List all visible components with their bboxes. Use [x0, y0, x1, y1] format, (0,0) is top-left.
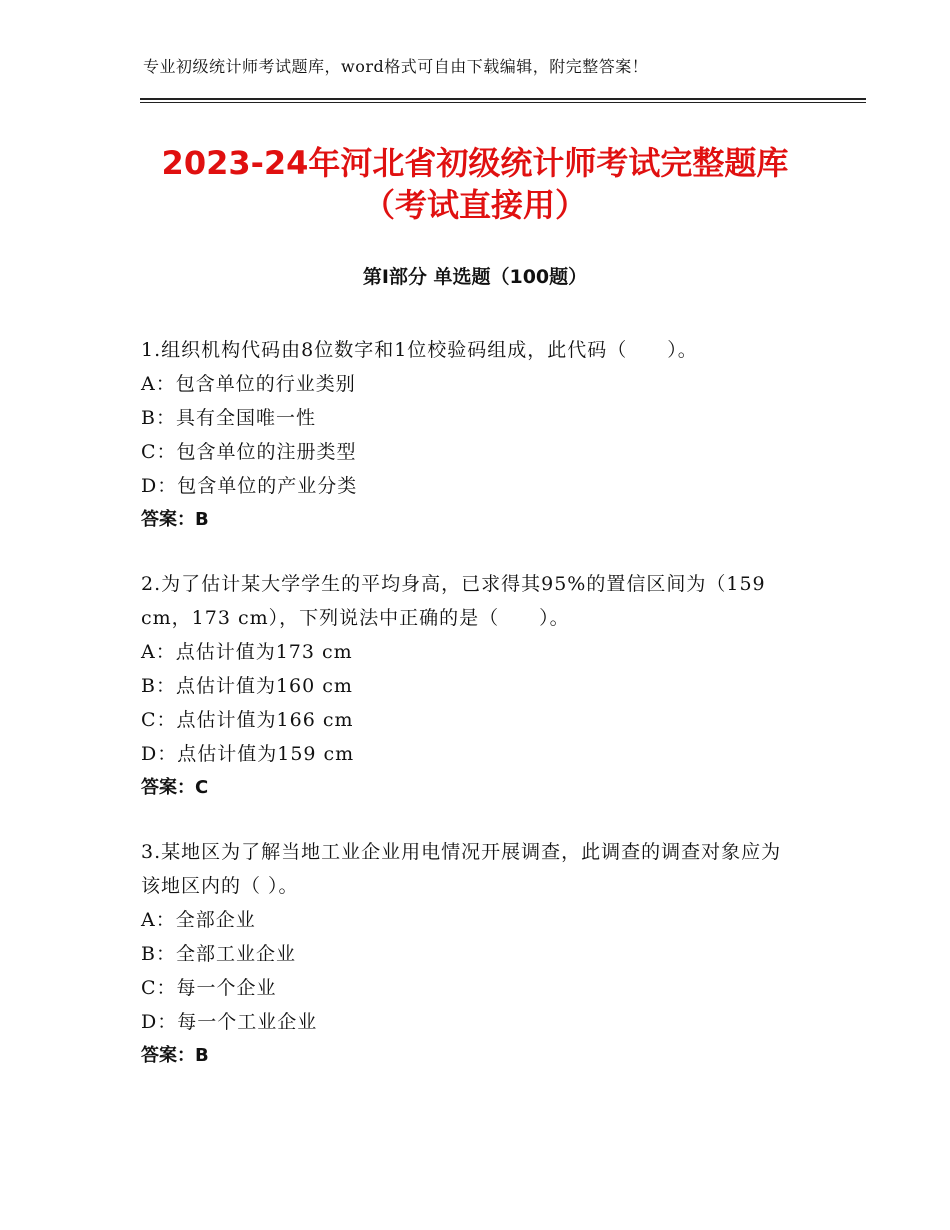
page-header: 专业初级统计师考试题库，word格式可自由下载编辑，附完整答案！ — [143, 57, 649, 76]
question-stem: 3.某地区为了解当地工业企业用电情况开展调查，此调查的调查对象应为该地区内的（ ）。 — [141, 841, 782, 897]
option-a: A：全部企业 — [141, 909, 256, 931]
answer-line: 答案：C — [141, 777, 209, 798]
question-2 — [141, 567, 811, 805]
question-stem: 2.为了估计某大学学生的平均身高，已求得其95%的置信区间为（159 cm，173 cm），下列说法中正确的是（ ）。 — [141, 573, 766, 629]
question-stem: 1.组织机构代码由8位数字和1位校验码组成，此代码（ ）。 — [141, 339, 698, 361]
answer-line: 答案：B — [141, 1045, 209, 1066]
option-c: C：每一个企业 — [141, 977, 277, 999]
option-c: C：点估计值为166 cm — [141, 709, 354, 731]
option-a: A：包含单位的行业类别 — [141, 373, 356, 395]
option-d: D：每一个工业企业 — [141, 1011, 318, 1033]
header-rule-thin — [140, 102, 866, 103]
question-3 — [141, 835, 811, 1073]
question-list — [141, 333, 811, 1103]
option-d: D：包含单位的产业分类 — [141, 475, 358, 497]
question-1 — [141, 333, 811, 537]
document-title-line-2: （考试直接用） — [362, 186, 587, 224]
option-b: B：点估计值为160 cm — [141, 675, 353, 697]
section-heading: 第Ⅰ部分 单选题（100题） — [362, 266, 588, 288]
option-c: C：包含单位的注册类型 — [141, 441, 357, 463]
option-b: B：全部工业企业 — [141, 943, 296, 965]
document-title-line-1: 2023-24年河北省初级统计师考试完整题库 — [161, 144, 789, 182]
option-b: B：具有全国唯一性 — [141, 407, 316, 429]
option-d: D：点估计值为159 cm — [141, 743, 355, 765]
header-rule-thick — [140, 98, 866, 100]
document-title — [140, 142, 810, 226]
option-a: A：点估计值为173 cm — [141, 641, 353, 663]
answer-line: 答案：B — [141, 509, 209, 530]
